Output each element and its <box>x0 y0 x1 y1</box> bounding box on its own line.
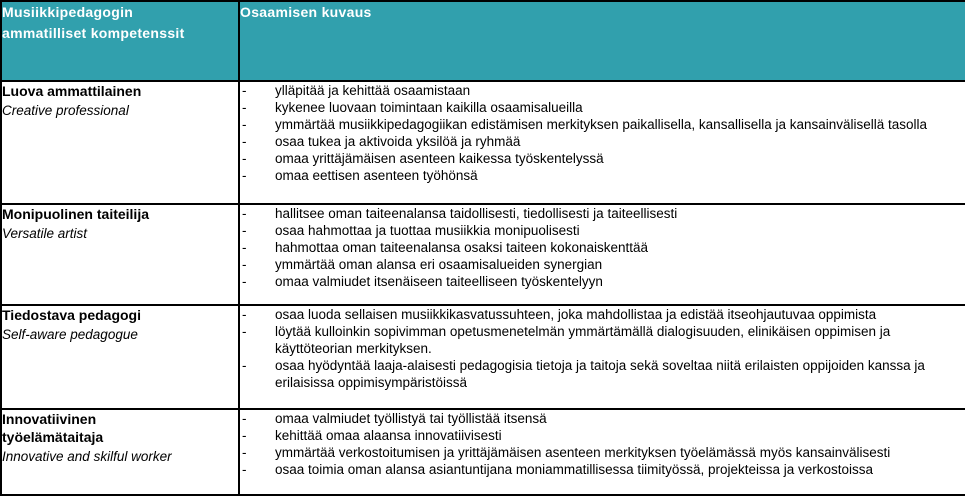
bullet-item <box>240 150 965 167</box>
row-subtitle: Self-aware pedagogue <box>2 327 138 342</box>
bullet-text: osaa hyödyntää laaja-alaisesti pedagogisia tietoja ja taitoja sekä soveltaa niitä erilaisten oppijoiden kanssa ja erilaisissa oppimisympäristöissä <box>275 358 925 390</box>
competency-cell <box>1 409 239 495</box>
row-title: Luova ammattilainen <box>2 83 142 99</box>
bullet-dash: - <box>242 206 247 221</box>
bullet-text: kykenee luovaan toimintaan kaikilla osaamisalueilla <box>275 100 583 115</box>
table-row <box>1 409 965 495</box>
bullet-dash: - <box>242 462 247 477</box>
bullet-item <box>240 99 965 116</box>
bullet-list <box>240 306 965 391</box>
description-cell <box>239 204 965 305</box>
bullet-text: osaa tukea ja aktivoida yksilöä ja ryhmää <box>275 134 521 149</box>
bullet-item <box>240 323 965 357</box>
row-title: Innovatiivinen työelämätaitaja <box>2 411 104 445</box>
bullet-dash: - <box>242 134 247 149</box>
bullet-text: omaa yrittäjämäisen asenteen kaikessa työskentelyssä <box>275 151 604 166</box>
bullet-dash: - <box>242 117 247 132</box>
bullet-dash: - <box>242 324 247 339</box>
bullet-item <box>240 427 965 444</box>
bullet-text: omaa valmiudet itsenäiseen taiteelliseen työskentelyyn <box>275 274 603 289</box>
bullet-item <box>240 461 965 478</box>
header-competencies-label: Musiikkipedagogin ammatilliset kompetenssit <box>2 4 185 41</box>
row-title: Monipuolinen taiteilija <box>2 206 149 222</box>
table-row <box>1 204 965 305</box>
description-cell <box>239 409 965 495</box>
bullet-text: löytää kulloinkin sopivimman opetusmenetelmän ymmärtämällä dialogisuuden, elinikäisen oppimisen ja käyttöteorian merkityksen. <box>275 324 891 356</box>
bullet-dash: - <box>242 100 247 115</box>
header-cell-description <box>239 1 965 81</box>
bullet-text: osaa luoda sellaisen musiikkikasvatussuhteen, joka mahdollistaa ja edistää itseohjautuvaa oppimista <box>275 307 877 322</box>
bullet-item <box>240 256 965 273</box>
row-subtitle: Innovative and skilful worker <box>2 449 172 464</box>
bullet-dash: - <box>242 411 247 426</box>
bullet-text: ymmärtää oman alansa eri osaamisalueiden synergian <box>275 257 603 272</box>
bullet-text: ylläpitää ja kehittää osaamistaan <box>275 83 471 98</box>
table-row <box>1 81 965 204</box>
bullet-item <box>240 239 965 256</box>
bullet-text: kehittää omaa alaansa innovatiivisesti <box>275 428 502 443</box>
bullet-list <box>240 410 965 478</box>
bullet-text: omaa eettisen asenteen työhönsä <box>275 168 478 183</box>
bullet-dash: - <box>242 307 247 322</box>
bullet-text: ymmärtää verkostoitumisen ja yrittäjämäisen asenteen merkityksen työelämässä myös kansainvälisesti <box>275 445 891 460</box>
bullet-text: hahmottaa oman taiteenalansa osaksi taiteen kokonaiskenttää <box>275 240 648 255</box>
bullet-item <box>240 167 965 184</box>
bullet-text: hallitsee oman taiteenalansa taidollisesti, tiedollisesti ja taiteellisesti <box>275 206 678 221</box>
bullet-list <box>240 82 965 184</box>
bullet-dash: - <box>242 274 247 289</box>
bullet-dash: - <box>242 83 247 98</box>
table-body <box>1 81 965 495</box>
description-cell <box>239 81 965 204</box>
bullet-dash: - <box>242 428 247 443</box>
bullet-dash: - <box>242 445 247 460</box>
bullet-item <box>240 357 965 391</box>
bullet-text: omaa valmiudet työllistyä tai työllistää itsensä <box>275 411 547 426</box>
description-cell <box>239 305 965 409</box>
bullet-item <box>240 82 965 99</box>
bullet-dash: - <box>242 257 247 272</box>
header-description-label: Osaamisen kuvaus <box>240 4 372 20</box>
bullet-dash: - <box>242 223 247 238</box>
row-title: Tiedostava pedagogi <box>2 307 141 323</box>
competency-cell <box>1 305 239 409</box>
bullet-text: ymmärtää musiikkipedagogiikan edistämisen merkityksen paikallisella, kansallisella ja kansainvälisellä tasolla <box>275 117 928 132</box>
bullet-dash: - <box>242 151 247 166</box>
bullet-list <box>240 205 965 290</box>
competency-cell <box>1 204 239 305</box>
bullet-item <box>240 133 965 150</box>
header-cell-competencies <box>1 1 239 81</box>
bullet-item <box>240 273 965 290</box>
bullet-dash: - <box>242 168 247 183</box>
bullet-dash: - <box>242 240 247 255</box>
bullet-item <box>240 410 965 427</box>
bullet-item <box>240 116 965 133</box>
row-subtitle: Creative professional <box>2 103 129 118</box>
bullet-item <box>240 306 965 323</box>
table-row <box>1 305 965 409</box>
bullet-text: osaa toimia oman alansa asiantuntijana moniammatillisessa tiimityössä, projekteissa ja verkostoissa <box>275 462 874 477</box>
table-header-row <box>1 1 965 81</box>
bullet-dash: - <box>242 358 247 373</box>
competency-cell <box>1 81 239 204</box>
bullet-text: osaa hahmottaa ja tuottaa musiikkia monipuolisesti <box>275 223 580 238</box>
bullet-item <box>240 205 965 222</box>
bullet-item <box>240 222 965 239</box>
bullet-item <box>240 444 965 461</box>
row-subtitle: Versatile artist <box>2 226 88 241</box>
